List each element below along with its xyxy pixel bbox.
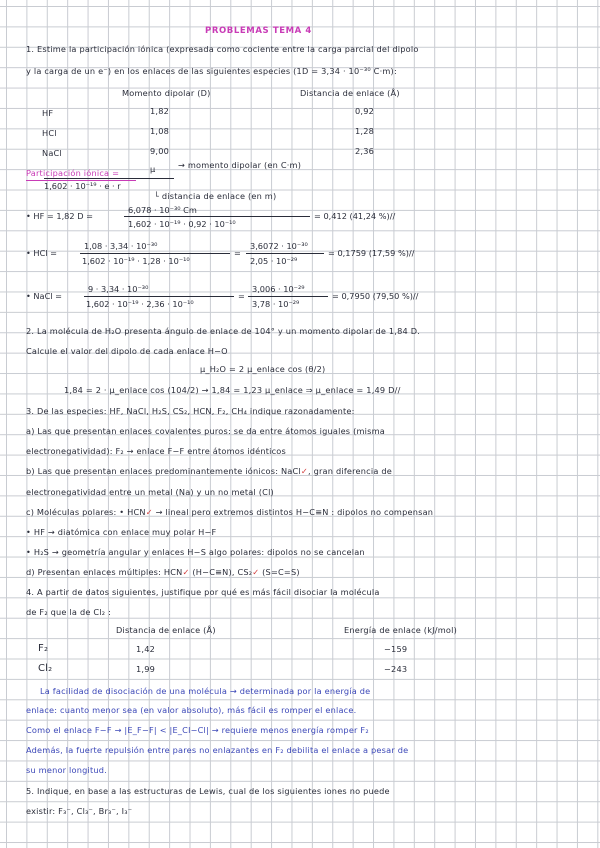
bond-distance-note: └ distancia de enlace (en m) — [154, 191, 277, 201]
formula-fraction-bar — [44, 178, 174, 179]
problem-4-answer-line-4: Además, la fuerte repulsión entre pares no enlazantes en F₂ debilita el enlace a pesar de — [26, 745, 409, 755]
table-row-dipole: 1,82 — [150, 106, 170, 116]
hcl-calc-denominator-2: 2,05 · 10⁻²⁹ — [250, 256, 298, 266]
dipole-moment-note: → momento dipolar (en C·m) — [178, 160, 302, 170]
hcl-calc-equals: = — [234, 248, 241, 258]
hf-calc-result: = 0,412 (41,24 %)// — [314, 211, 396, 221]
nacl-calc-numerator-1: 9 · 3,34 · 10⁻³⁰ — [88, 284, 149, 294]
problem-3-answer-c-line-3: • H₂S → geometría angular y enlaces H−S algo polares: dipolos no se cancelan — [26, 547, 365, 557]
table-row-dipole: 1,08 — [150, 126, 170, 136]
hcl-calc-lhs: • HCl = — [26, 248, 58, 258]
problem-2-statement-line-2: Calcule el valor del dipolo de cada enlace H−O — [26, 346, 228, 356]
problem-2-statement-line-1: 2. La molécula de H₂O presenta ángulo de enlace de 104° y un momento dipolar de 1,84 D. — [26, 326, 421, 336]
problem-4-statement-line-1: 4. A partir de datos siguientes, justifique por qué es más fácil disociar la molécula — [26, 587, 380, 597]
table-row-distance: 1,99 — [136, 664, 156, 674]
hf-calc-numerator: 6,078 · 10⁻³⁰ Cm — [128, 205, 197, 215]
table-row-species: NaCl — [42, 148, 62, 158]
checkmark-icon: ✓ — [182, 567, 190, 577]
hcl-calc-result: = 0,1759 (17,59 %)// — [328, 248, 415, 258]
table-row-species: HCl — [42, 128, 57, 138]
table-row-distance: 1,28 — [355, 126, 375, 136]
nacl-calc-lhs: • NaCl = — [26, 291, 63, 301]
problem-4-statement-line-2: de F₂ que la de Cl₂ : — [26, 607, 112, 617]
formula-numerator: μ — [150, 164, 156, 174]
nacl-calc-fraction-bar-1 — [84, 296, 234, 297]
problem-3-answer-a-line-2: electronegatividad): F₂ → enlace F−F entre átomos idénticos — [26, 446, 286, 456]
hcl-calc-numerator-2: 3,6072 · 10⁻³⁰ — [250, 241, 308, 251]
water-dipole-solution: 1,84 = 2 · μ_enlace cos (104/2) → 1,84 = 1,23 μ_enlace ⇒ μ_enlace = 1,49 D// — [64, 385, 401, 395]
nacl-calc-numerator-2: 3,006 · 10⁻²⁹ — [252, 284, 305, 294]
problem-5-statement-line-1: 5. Indique, en base a las estructuras de Lewis, cual de los siguientes iones no puede — [26, 786, 390, 796]
checkmark-icon: ✓ — [252, 567, 260, 577]
problem-3-answer-c-line-2: • HF → diatómica con enlace muy polar H−F — [26, 527, 217, 537]
distance-column-header: Distancia de enlace (Å) — [300, 88, 400, 98]
problem-4-answer-line-3: Como el enlace F−F → |E_F−F| < |E_Cl−Cl| → requiere menos energía romper F₂ — [26, 725, 369, 735]
hcl-calc-fraction-bar-2 — [246, 253, 324, 254]
checkmark-icon: ✓ — [300, 466, 308, 476]
table-row-dipole: 9,00 — [150, 146, 170, 156]
table-row-distance: 2,36 — [355, 146, 375, 156]
table-row-distance: 1,42 — [136, 644, 156, 654]
problem-3-answer-d: d) Presentan enlaces múltiples: HCN✓ (H−C≡N), CS₂✓ (S=C=S) — [26, 567, 300, 577]
ionic-participation-label: Participación iónica = — [26, 168, 120, 178]
table-row-species: HF — [42, 108, 54, 118]
problem-1-statement-line-1: 1. Estime la participación iónica (expresada como cociente entre la carga parcial del dipolo — [26, 44, 419, 54]
table-row-species: F₂ — [38, 643, 49, 654]
dipole-column-header: Momento dipolar (D) — [122, 88, 211, 98]
problem-4-answer-line-1: La facilidad de disociación de una molécula → determinada por la energía de — [40, 686, 371, 696]
nacl-calc-denominator-1: 1,602 · 10⁻¹⁹ · 2,36 · 10⁻¹⁰ — [86, 299, 194, 309]
table-row-distance: 0,92 — [355, 106, 375, 116]
problem-5-statement-line-2: existir: F₃⁻, Cl₃⁻, Br₃⁻, I₃⁻ — [26, 806, 133, 816]
problem-1-statement-line-2: y la carga de un e⁻) en los enlaces de las siguientes especies (1D = 3,34 · 10⁻³⁰ C·m): — [26, 66, 397, 76]
problem-3-statement: 3. De las especies: HF, NaCl, H₂S, CS₂, HCN, F₂, CH₄ indique razonadamente: — [26, 406, 355, 416]
bond-distance-column-header: Distancia de enlace (Å) — [116, 625, 216, 635]
hcl-calc-denominator-1: 1,602 · 10⁻¹⁹ · 1,28 · 10⁻¹⁰ — [82, 256, 190, 266]
hf-calc-lhs: • HF = 1,82 D = — [26, 211, 93, 221]
hcl-calc-numerator-1: 1,08 · 3,34 · 10⁻³⁰ — [84, 241, 158, 251]
problem-3-answer-a-line-1: a) Las que presentan enlaces covalentes puros: se da entre átomos iguales (misma — [26, 426, 385, 436]
nacl-calc-fraction-bar-2 — [248, 296, 328, 297]
nacl-calc-denominator-2: 3,78 · 10⁻²⁹ — [252, 299, 300, 309]
nacl-calc-equals: = — [238, 291, 245, 301]
formula-denominator: 1,602 · 10⁻¹⁹ · e · r — [44, 181, 121, 191]
problem-3-answer-c-line-1: c) Moléculas polares: • HCN✓ → lineal pero extremos distintos H−C≡N : dipolos no compensan — [26, 507, 434, 517]
problem-4-answer-line-2: enlace: cuanto menor sea (en valor absoluto), más fácil es romper el enlace. — [26, 705, 357, 715]
table-row-energy: −243 — [384, 664, 408, 674]
problem-3-answer-b-line-2: electronegatividad entre un metal (Na) y un no metal (Cl) — [26, 487, 274, 497]
table-row-species: Cl₂ — [38, 663, 53, 674]
nacl-calc-result: = 0,7950 (79,50 %)// — [332, 291, 419, 301]
page-title: PROBLEMAS TEMA 4 — [205, 26, 312, 36]
bond-energy-column-header: Energía de enlace (kJ/mol) — [344, 625, 457, 635]
water-dipole-equation: μ_H₂O = 2 μ_enlace cos (θ/2) — [200, 364, 326, 374]
hf-calc-denominator: 1,602 · 10⁻¹⁹ · 0,92 · 10⁻¹⁰ — [128, 219, 236, 229]
checkmark-icon: ✓ — [145, 507, 153, 517]
hcl-calc-fraction-bar-1 — [80, 253, 230, 254]
problem-4-answer-line-5: su menor longitud. — [26, 765, 107, 775]
table-row-energy: −159 — [384, 644, 408, 654]
hf-calc-fraction-bar — [124, 216, 310, 217]
problem-3-answer-b-line-1: b) Las que presentan enlaces predominantemente iónicos: NaCl✓, gran diferencia de — [26, 466, 392, 476]
